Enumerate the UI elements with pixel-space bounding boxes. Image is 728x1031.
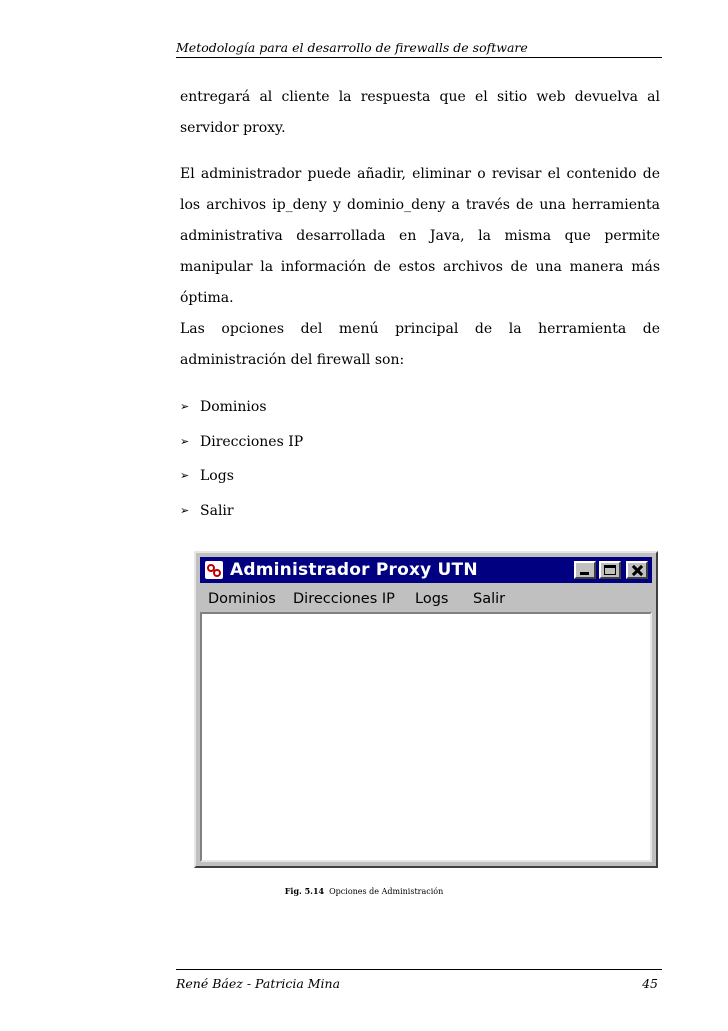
window-titlebar[interactable] [200,557,652,583]
text-line: El administrador puede añadir, eliminar o revisar el contenido de [180,166,660,182]
menu-bar [200,586,652,610]
window-client-area [200,612,652,862]
menu-logs[interactable]: Logs [415,591,449,607]
text-line: administración del firewall son: [180,352,405,368]
paragraph-2 [180,159,660,314]
paragraph-1 [180,82,660,144]
list-item [180,390,660,425]
running-header: Metodología para el desarrollo de firewalls de software [176,40,662,58]
footer-authors: René Báez - Patricia Mina [176,976,341,991]
figure-label: Fig. 5.14 [284,886,325,896]
options-list [180,390,660,528]
minimize-button[interactable] [574,561,596,579]
menu-salir[interactable]: Salir [473,591,506,607]
app-icon [205,561,223,579]
paragraph-3 [180,314,660,376]
text-line: administrativa desarrollada en Java, la misma que permite [180,228,660,244]
list-item-label: Logs [200,468,234,484]
page-number: 45 [642,976,658,991]
text-line: óptima. [180,290,234,306]
list-item [180,425,660,460]
options-list-container [180,390,660,528]
figure-caption-text: Opciones de Administración [329,887,444,896]
close-button[interactable] [626,561,648,579]
list-item [180,459,660,494]
menu-direcciones-ip[interactable]: Direcciones IP [293,591,395,607]
figure-caption [0,886,728,896]
app-window-screenshot [194,551,658,868]
list-item-label: Direcciones IP [200,433,304,450]
page-footer [176,969,662,991]
list-item-label: Dominios [200,399,267,415]
arrow-bullet-icon: ➢ [180,469,190,482]
maximize-button[interactable] [599,561,621,579]
arrow-bullet-icon: ➢ [180,503,190,517]
arrow-bullet-icon: ➢ [180,400,190,413]
text-line: Las opciones del menú principal de la herramienta de [180,321,660,337]
text-line: entregará al cliente la respuesta que el sitio web devuelva al [180,89,660,105]
window-title: Administrador Proxy UTN [230,560,478,580]
text-line: servidor proxy. [180,120,286,136]
text-line: manipular la información de estos archivos de una manera más [180,259,660,275]
text-line: los archivos ip_deny y dominio_deny a través de una herramienta [180,197,660,213]
arrow-bullet-icon: ➢ [180,434,190,448]
list-item-label: Salir [200,502,234,519]
menu-dominios[interactable]: Dominios [208,591,276,607]
list-item [180,494,660,529]
